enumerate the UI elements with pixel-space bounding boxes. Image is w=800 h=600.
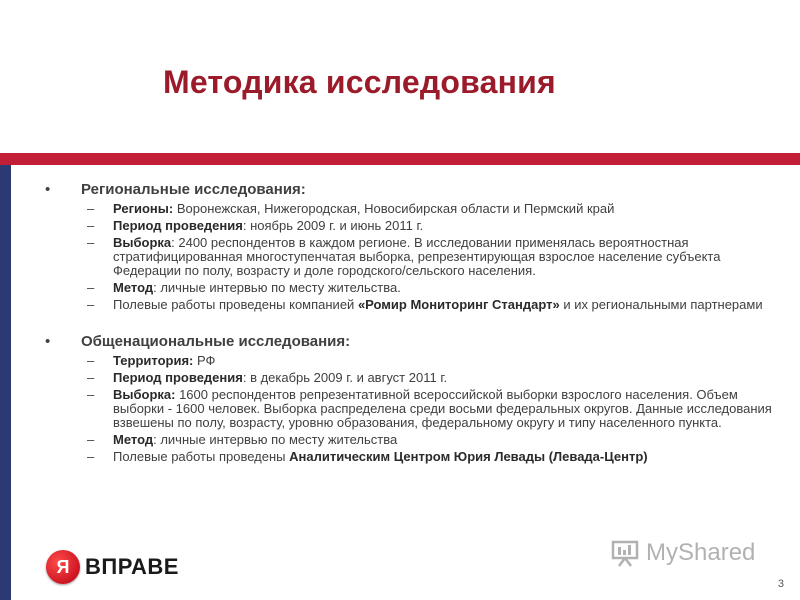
dash-icon: – (87, 280, 95, 295)
slide-body (43, 180, 773, 484)
list-item (87, 433, 773, 447)
section-heading (43, 180, 773, 199)
item-value: : в декабрь 2009 г. и август 2011 г. (242, 370, 448, 385)
left-accent-bar (0, 165, 11, 600)
logo-text: ВПРАВЕ (85, 554, 179, 579)
item-text (113, 433, 773, 447)
brand-logo (46, 550, 179, 584)
section-heading-text: Региональные исследования: (81, 181, 306, 198)
item-pre: Полевые работы проведены компанией (113, 297, 358, 312)
watermark (610, 538, 755, 568)
item-strong: Аналитическим Центром Юрия Левады (Левада-Центр) (289, 449, 648, 464)
item-value: : личные интервью по месту жительства. (153, 280, 401, 295)
bullet-icon: • (45, 333, 51, 350)
list-item (87, 298, 773, 312)
red-header-band (0, 153, 800, 165)
item-label: Регионы: (113, 201, 174, 216)
item-value: 1600 респондентов репрезентативной всероссийской выборки взрослого населения. Объем выборки - 1600 человек. Выборка распределена среди восьми федеральных округов. Данные исследования взвешены по полу, возрасту, уровню образования, федеральному округу и типу населенного пункта. (113, 387, 772, 430)
item-value: : личные интервью по месту жительства (153, 432, 398, 447)
dash-icon: – (87, 201, 95, 216)
item-label: Метод (113, 280, 154, 295)
item-label: Период проведения (113, 218, 243, 233)
list-item (87, 388, 773, 430)
logo-circle-icon: Я (46, 550, 80, 584)
dash-icon: – (87, 432, 95, 447)
item-post: и их региональными партнерами (559, 297, 763, 312)
item-text (113, 371, 773, 385)
item-pre: Полевые работы проведены (113, 449, 290, 464)
item-value: : ноябрь 2009 г. и июнь 2011 г. (242, 218, 424, 233)
dash-icon: – (87, 387, 95, 402)
dash-icon: – (87, 297, 95, 312)
dash-icon: – (87, 370, 95, 385)
item-strong: «Ромир Мониторинг Стандарт» (357, 297, 560, 312)
section-national (43, 332, 773, 464)
item-label: Территория: (113, 353, 194, 368)
dash-icon: – (87, 353, 95, 368)
item-list (43, 354, 773, 464)
list-item (87, 202, 773, 216)
item-text (113, 219, 773, 233)
dash-icon: – (87, 235, 95, 250)
item-text (113, 281, 773, 295)
item-text (113, 388, 773, 430)
item-text (113, 450, 773, 464)
item-value: : 2400 респондентов в каждом регионе. В исследовании применялась вероятностная стратифицированная многоступенчатая выборка, репрезентирующая взрослое население субъекта Федерации по полу, возрасту и доле городского/сельского населения. (113, 235, 721, 278)
item-text (113, 354, 773, 368)
list-item (87, 219, 773, 233)
item-label: Метод (113, 432, 154, 447)
list-item (87, 371, 773, 385)
item-value: РФ (193, 353, 216, 368)
presentation-board-icon (610, 538, 640, 568)
dash-icon: – (87, 449, 95, 464)
item-value: Воронежская, Нижегородская, Новосибирская области и Пермский край (173, 201, 615, 216)
item-list (43, 202, 773, 312)
item-label: Выборка: (113, 387, 176, 402)
page-number: 3 (777, 578, 784, 590)
item-text (113, 298, 773, 312)
item-text (113, 236, 773, 278)
item-label: Выборка (113, 235, 172, 250)
list-item (87, 354, 773, 368)
watermark-text: MyShared (646, 539, 756, 566)
list-item (87, 236, 773, 278)
item-label: Период проведения (113, 370, 243, 385)
slide-title: Методика исследования (163, 64, 556, 100)
list-item (87, 281, 773, 295)
dash-icon: – (87, 218, 95, 233)
list-item (87, 450, 773, 464)
section-heading (43, 332, 773, 351)
section-heading-text: Общенациональные исследования: (81, 333, 351, 350)
item-text (113, 202, 773, 216)
bullet-icon: • (45, 181, 51, 198)
section-regional (43, 180, 773, 312)
